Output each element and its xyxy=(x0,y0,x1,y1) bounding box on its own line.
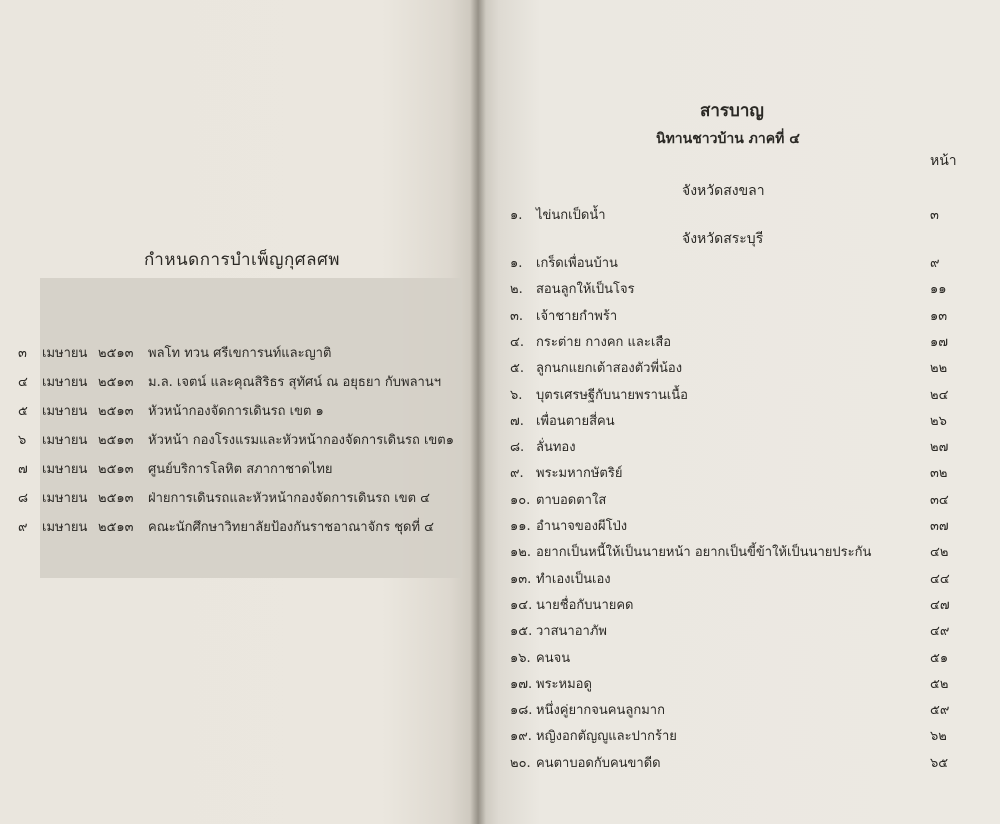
toc-entry-page: ๕๒ xyxy=(930,676,949,692)
toc-entry-number: ๓. xyxy=(510,308,524,324)
toc-entry-number: ๑๔. xyxy=(510,597,533,613)
toc-entry-page: ๔๗ xyxy=(930,597,950,613)
toc-entry xyxy=(0,462,1000,484)
toc-entry-number: ๔. xyxy=(510,334,524,350)
schedule-month: เมษายน xyxy=(42,404,88,419)
schedule-host: พลโท ทวน ศรีเขการนท์และญาติ xyxy=(148,346,332,361)
toc-entry-number: ๖. xyxy=(510,387,523,403)
toc-subtitle: นิทานชาวบ้าน ภาคที่ ๔ xyxy=(656,131,800,147)
toc-entry-page: ๙ xyxy=(930,256,940,271)
schedule-day: ๘ xyxy=(18,491,29,506)
toc-entry-title: พระหมอดู xyxy=(536,676,592,692)
province-heading-songkhla: จังหวัดสงขลา xyxy=(682,183,765,199)
toc-entry xyxy=(0,541,1000,563)
schedule-day: ๓ xyxy=(18,346,27,361)
toc-entry xyxy=(0,752,1000,774)
toc-entry xyxy=(0,515,1000,537)
toc-entry-title: บุตรเศรษฐีกับนายพรานเนื้อ xyxy=(536,387,688,403)
schedule-month: เมษายน xyxy=(42,462,88,477)
schedule-year: ๒๕๑๓ xyxy=(98,491,134,506)
toc-entry-number: ๘. xyxy=(510,440,525,456)
toc-entry-page: ๓ xyxy=(930,208,939,223)
province-heading-saraburi: จังหวัดสระบุรี xyxy=(682,231,764,247)
toc-entry-title: เจ้าชายกำพร้า xyxy=(536,308,618,324)
schedule-host: คณะนักศึกษาวิทยาลัยป้องกันราชอาณาจักร ชุดที่ ๔ xyxy=(148,520,435,535)
toc-entry-number: ๑๘. xyxy=(510,703,533,719)
toc-entry-page: ๒๔ xyxy=(930,387,949,403)
toc-entry xyxy=(0,489,1000,511)
toc-entry xyxy=(0,725,1000,747)
schedule-day: ๕ xyxy=(18,404,28,419)
toc-entry-number: ๑๐. xyxy=(510,492,531,508)
toc-entry-title: อำนาจของผีโป่ง xyxy=(536,519,628,534)
toc-entry-number: ๑๖. xyxy=(510,650,531,666)
toc-entry-number: ๑๑. xyxy=(510,519,531,534)
toc-entry-page: ๑๓ xyxy=(930,308,948,324)
schedule-day: ๗ xyxy=(18,462,28,477)
toc-entry-page: ๓๔ xyxy=(930,492,949,508)
schedule-host: ศูนย์บริการโลหิต สภากาชาดไทย xyxy=(148,462,333,477)
schedule-year: ๒๕๑๓ xyxy=(98,462,134,477)
toc-entry-page: ๕๙ xyxy=(930,703,950,719)
toc-entry-number: ๑๗. xyxy=(510,676,533,692)
toc-entry-page: ๒๖ xyxy=(930,413,947,429)
toc-entry-title: ทำเองเป็นเอง xyxy=(536,571,611,587)
toc-entry-title: สอนลูกให้เป็นโจร xyxy=(536,282,635,298)
toc-entry xyxy=(0,620,1000,642)
schedule-month: เมษายน xyxy=(42,520,88,535)
toc-entry-title: หญิงอกตัญญูและปากร้าย xyxy=(536,729,677,745)
toc-entry-number: ๑๙. xyxy=(510,729,532,745)
toc-entry-title: เพื่อนตายสี่คน xyxy=(536,413,615,429)
toc-entry-number: ๑. xyxy=(510,256,523,271)
toc-entry-page: ๖๕ xyxy=(930,755,949,771)
toc-entry xyxy=(0,699,1000,721)
schedule-month: เมษายน xyxy=(42,433,88,448)
toc-entry-number: ๑๕. xyxy=(510,624,533,640)
page-column-header: หน้า xyxy=(930,153,957,169)
toc-entry-page: ๑๑ xyxy=(930,282,947,298)
schedule-month: เมษายน xyxy=(42,346,88,361)
toc-title: สารบาญ xyxy=(700,101,764,121)
schedule-year: ๒๕๑๓ xyxy=(98,375,134,390)
toc-entry-title: หนึ่งคู่ยากจนคนลูกมาก xyxy=(536,703,665,719)
toc-entry-page: ๑๗ xyxy=(930,334,949,350)
schedule-year: ๒๕๑๓ xyxy=(98,433,134,448)
toc-entry-page: ๔๙ xyxy=(930,624,950,640)
schedule-day: ๔ xyxy=(18,375,28,390)
toc-entry xyxy=(0,331,1000,353)
toc-entry-number: ๒. xyxy=(510,282,523,298)
toc-entry-title: คนจน xyxy=(536,650,571,666)
schedule-day: ๙ xyxy=(18,520,28,535)
toc-entry-number: ๑๓. xyxy=(510,571,532,587)
toc-entry-title: อยากเป็นหนี้ให้เป็นนายหน้า อยากเป็นขี้ข้าให้เป็นนายประกัน xyxy=(536,545,872,561)
toc-entry xyxy=(0,278,1000,300)
toc-entry-title: คนตาบอดกับคนขาดีด xyxy=(536,755,661,771)
toc-entry-page: ๓๗ xyxy=(930,519,949,534)
toc-entry-page: ๒๒ xyxy=(930,361,948,377)
schedule-host: ม.ล. เจตน์ และคุณสิริธร สุทัศน์ ณ อยุธยา กับพลานฯ xyxy=(148,375,442,390)
schedule-year: ๒๕๑๓ xyxy=(98,404,134,419)
toc-entry xyxy=(0,305,1000,327)
toc-entry-page: ๕๑ xyxy=(930,650,949,666)
toc-entry-title: วาสนาอาภัพ xyxy=(536,624,607,640)
schedule-day: ๖ xyxy=(18,433,27,448)
schedule-month: เมษายน xyxy=(42,491,88,506)
toc-entry-number: ๕. xyxy=(510,361,524,377)
toc-entry-title: นายชื่อกับนายคด xyxy=(536,597,634,613)
toc-entry xyxy=(0,647,1000,669)
toc-entry-title: ลูกนกแยกเต้าสองตัวพี่น้อง xyxy=(536,361,683,377)
toc-entry-page: ๔๔ xyxy=(930,571,950,587)
toc-entry-title: ไข่นกเป็ดน้ำ xyxy=(536,208,606,223)
toc-entry-number: ๗. xyxy=(510,413,524,429)
toc-entry-page: ๔๒ xyxy=(930,545,949,561)
toc-entry-number: ๑. xyxy=(510,208,523,223)
toc-entry-title: พระมหากษัตริย์ xyxy=(536,466,623,482)
toc-entry xyxy=(0,410,1000,432)
toc-entry-number: ๙. xyxy=(510,466,524,482)
toc-entry xyxy=(0,594,1000,616)
toc-entry xyxy=(0,252,1000,274)
toc-entry xyxy=(0,204,1000,226)
toc-entry-page: ๓๒ xyxy=(930,466,948,482)
toc-entry-page: ๒๗ xyxy=(930,440,949,456)
toc-entry-page: ๖๒ xyxy=(930,729,947,745)
schedule-host: หัวหน้า กองโรงแรมและหัวหน้ากองจัดการเดินรถ เขต๑ xyxy=(148,433,455,448)
toc-entry xyxy=(0,673,1000,695)
toc-entry xyxy=(0,357,1000,379)
toc-entry-title: เกร็ดเพื่อนบ้าน xyxy=(536,256,618,271)
toc-entry xyxy=(0,568,1000,590)
schedule-year: ๒๕๑๓ xyxy=(98,346,134,361)
toc-entry-title: ตาบอดตาใส xyxy=(536,492,607,508)
schedule-host: หัวหน้ากองจัดการเดินรถ เขต ๑ xyxy=(148,404,324,419)
schedule-host: ฝ่ายการเดินรถและหัวหน้ากองจัดการเดินรถ เขต ๔ xyxy=(148,491,431,506)
toc-entry-title: ลั่นทอง xyxy=(536,440,576,456)
toc-entry xyxy=(0,436,1000,458)
schedule-title: กำหนดการบำเพ็ญกุศลศพ xyxy=(144,250,341,270)
schedule-year: ๒๕๑๓ xyxy=(98,520,134,535)
toc-entry xyxy=(0,384,1000,406)
schedule-month: เมษายน xyxy=(42,375,88,390)
toc-entry-number: ๒๐. xyxy=(510,755,531,771)
toc-entry-title: กระต่าย กางคก และเสือ xyxy=(536,334,672,350)
toc-entry-number: ๑๒. xyxy=(510,545,531,561)
